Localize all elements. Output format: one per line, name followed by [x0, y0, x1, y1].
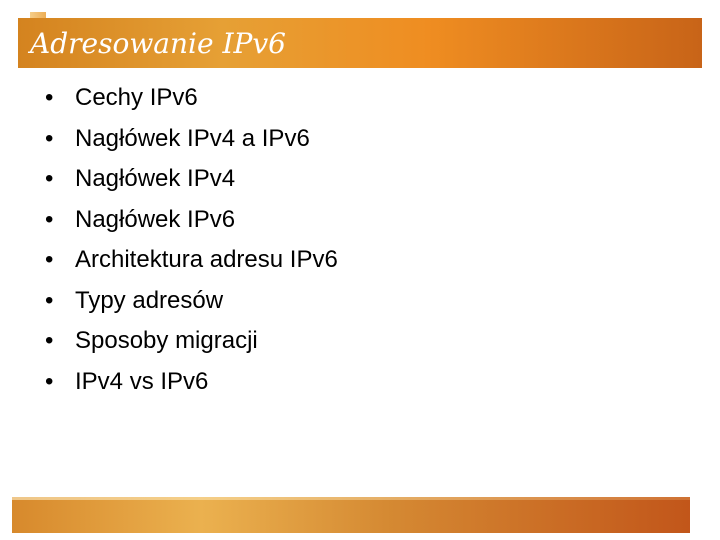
bullet-marker: •: [45, 367, 54, 395]
bullet-marker: •: [45, 286, 54, 314]
list-item: [45, 362, 665, 403]
bullet-text: Sposoby migracji: [75, 327, 258, 355]
bullet-text: IPv4 vs IPv6: [75, 367, 209, 395]
list-item: [45, 200, 665, 241]
list-item: [45, 281, 665, 322]
bullet-list: [45, 78, 665, 402]
bullet-marker: •: [45, 124, 54, 152]
bullet-marker: •: [45, 327, 54, 355]
title-bar: [18, 18, 702, 68]
bullet-marker: •: [45, 84, 54, 112]
list-item: [45, 78, 665, 119]
bullet-marker: •: [45, 205, 54, 233]
list-item: [45, 159, 665, 200]
list-item: [45, 119, 665, 160]
bullet-text: Cechy IPv6: [75, 84, 198, 112]
bullet-text: Architektura adresu IPv6: [75, 246, 338, 274]
bullet-text: Nagłówek IPv4: [75, 165, 236, 193]
bullet-marker: •: [45, 246, 54, 274]
bullet-text: Nagłówek IPv6: [75, 205, 236, 233]
list-item: [45, 240, 665, 281]
bullet-text: Nagłówek IPv4 a IPv6: [75, 124, 310, 152]
bottom-decoration-bar: [12, 497, 690, 533]
list-item: [45, 321, 665, 362]
bullet-text: Typy adresów: [75, 286, 224, 314]
bullet-marker: •: [45, 165, 54, 193]
slide-title: Adresowanie IPv6: [30, 27, 286, 60]
